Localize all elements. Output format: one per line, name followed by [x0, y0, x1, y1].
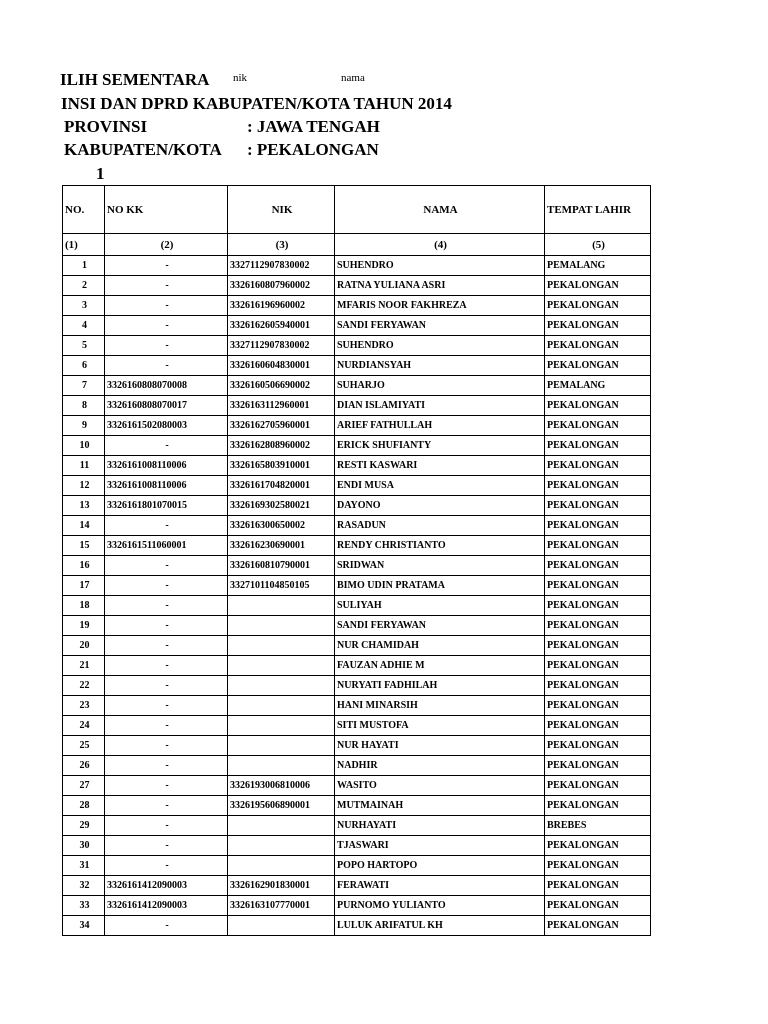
cell-nik — [228, 636, 335, 656]
cell-no: 33 — [63, 896, 105, 916]
table-row — [63, 256, 651, 276]
cell-tempat-lahir: PEKALONGAN — [545, 316, 651, 336]
cell-nik: 332616300650002 — [228, 516, 335, 536]
cell-tempat-lahir: PEMALANG — [545, 376, 651, 396]
cell-nik: 3327112907830002 — [228, 256, 335, 276]
cell-no: 4 — [63, 316, 105, 336]
cell-no-kk: - — [105, 676, 228, 696]
table-row — [63, 896, 651, 916]
cell-tempat-lahir: PEKALONGAN — [545, 276, 651, 296]
table-row — [63, 736, 651, 756]
table-row — [63, 336, 651, 356]
cell-tempat-lahir: PEKALONGAN — [545, 796, 651, 816]
table-row — [63, 696, 651, 716]
cell-nama: PURNOMO YULIANTO — [335, 896, 545, 916]
cell-nik — [228, 656, 335, 676]
cell-no-kk: - — [105, 616, 228, 636]
cell-nama: SRIDWAN — [335, 556, 545, 576]
col-header-no-kk: NO KK — [105, 186, 228, 234]
cell-nik: 3326160807960002 — [228, 276, 335, 296]
cell-no-kk: 3326160808070008 — [105, 376, 228, 396]
column-number-row — [63, 234, 651, 256]
cell-nik: 3326162705960001 — [228, 416, 335, 436]
cell-no: 18 — [63, 596, 105, 616]
cell-tempat-lahir: PEKALONGAN — [545, 456, 651, 476]
cell-nama: RATNA YULIANA ASRI — [335, 276, 545, 296]
cell-nama: SANDI FERYAWAN — [335, 616, 545, 636]
cell-nama: TJASWARI — [335, 836, 545, 856]
cell-nik: 3327112907830002 — [228, 336, 335, 356]
cell-no-kk: - — [105, 756, 228, 776]
kabupaten-value: : PEKALONGAN — [247, 140, 379, 159]
cell-no-kk: - — [105, 276, 228, 296]
cell-tempat-lahir: PEKALONGAN — [545, 856, 651, 876]
cell-tempat-lahir: PEKALONGAN — [545, 356, 651, 376]
cell-nama: MUTMAINAH — [335, 796, 545, 816]
cell-tempat-lahir: PEKALONGAN — [545, 636, 651, 656]
cell-tempat-lahir: PEKALONGAN — [545, 696, 651, 716]
cell-nama: NURHAYATI — [335, 816, 545, 836]
table-row — [63, 356, 651, 376]
cell-tempat-lahir: PEKALONGAN — [545, 736, 651, 756]
cell-nama: RENDY CHRISTIANTO — [335, 536, 545, 556]
cell-no-kk: 3326161412090003 — [105, 896, 228, 916]
table-row — [63, 476, 651, 496]
cell-tempat-lahir: PEMALANG — [545, 256, 651, 276]
cell-nama: NURYATI FADHILAH — [335, 676, 545, 696]
cell-tempat-lahir: PEKALONGAN — [545, 596, 651, 616]
cell-no: 1 — [63, 256, 105, 276]
cell-nama: NUR CHAMIDAH — [335, 636, 545, 656]
cell-nama: RESTI KASWARI — [335, 456, 545, 476]
col-header-nik: NIK — [228, 186, 335, 234]
cell-tempat-lahir: PEKALONGAN — [545, 516, 651, 536]
nama-label: nama — [341, 72, 365, 84]
cell-no: 3 — [63, 296, 105, 316]
cell-nik: 3326163107770001 — [228, 896, 335, 916]
table-row — [63, 916, 651, 936]
cell-no-kk: - — [105, 296, 228, 316]
cell-nik — [228, 836, 335, 856]
page-number: 1 — [96, 164, 105, 183]
cell-nama: BIMO UDIN PRATAMA — [335, 576, 545, 596]
cell-no-kk: 3326161511060001 — [105, 536, 228, 556]
col-number-5: (5) — [545, 234, 651, 256]
table-row — [63, 496, 651, 516]
cell-nik: 3326163112960001 — [228, 396, 335, 416]
cell-no: 12 — [63, 476, 105, 496]
cell-nik: 3326193006810006 — [228, 776, 335, 796]
cell-tempat-lahir: PEKALONGAN — [545, 756, 651, 776]
table-row — [63, 636, 651, 656]
cell-no-kk: - — [105, 576, 228, 596]
cell-no: 6 — [63, 356, 105, 376]
table-row — [63, 656, 651, 676]
cell-nama: WASITO — [335, 776, 545, 796]
cell-tempat-lahir: PEKALONGAN — [545, 296, 651, 316]
cell-no: 20 — [63, 636, 105, 656]
cell-tempat-lahir: PEKALONGAN — [545, 876, 651, 896]
cell-nik — [228, 856, 335, 876]
cell-no: 16 — [63, 556, 105, 576]
cell-no-kk: - — [105, 696, 228, 716]
cell-tempat-lahir: PEKALONGAN — [545, 436, 651, 456]
cell-no: 24 — [63, 716, 105, 736]
cell-no: 29 — [63, 816, 105, 836]
table-row — [63, 756, 651, 776]
cell-nama: LULUK ARIFATUL KH — [335, 916, 545, 936]
cell-nik — [228, 816, 335, 836]
cell-no: 34 — [63, 916, 105, 936]
cell-tempat-lahir: PEKALONGAN — [545, 896, 651, 916]
table-row — [63, 776, 651, 796]
col-number-4: (4) — [335, 234, 545, 256]
table-row — [63, 456, 651, 476]
cell-no-kk: - — [105, 836, 228, 856]
cell-nik: 3326162605940001 — [228, 316, 335, 336]
table-row — [63, 836, 651, 856]
table-row — [63, 816, 651, 836]
cell-nik: 3326160604830001 — [228, 356, 335, 376]
cell-nik: 3326160506690002 — [228, 376, 335, 396]
voter-rows — [63, 256, 651, 936]
cell-nik — [228, 736, 335, 756]
cell-no: 21 — [63, 656, 105, 676]
cell-no-kk: - — [105, 436, 228, 456]
cell-no: 28 — [63, 796, 105, 816]
cell-nik — [228, 596, 335, 616]
cell-no: 9 — [63, 416, 105, 436]
table-row — [63, 416, 651, 436]
cell-tempat-lahir: PEKALONGAN — [545, 576, 651, 596]
cell-no-kk: - — [105, 316, 228, 336]
col-number-3: (3) — [228, 234, 335, 256]
cell-no: 13 — [63, 496, 105, 516]
cell-nama: FERAWATI — [335, 876, 545, 896]
cell-nama: ENDI MUSA — [335, 476, 545, 496]
cell-nik — [228, 916, 335, 936]
cell-nik — [228, 716, 335, 736]
cell-tempat-lahir: PEKALONGAN — [545, 616, 651, 636]
cell-no: 27 — [63, 776, 105, 796]
col-header-tempat-lahir: TEMPAT LAHIR — [545, 186, 651, 234]
cell-no-kk: 3326161008110006 — [105, 456, 228, 476]
cell-tempat-lahir: PEKALONGAN — [545, 496, 651, 516]
table-row — [63, 596, 651, 616]
table-row — [63, 676, 651, 696]
cell-nik — [228, 676, 335, 696]
cell-nama: SULIYAH — [335, 596, 545, 616]
cell-nama: DIAN ISLAMIYATI — [335, 396, 545, 416]
cell-tempat-lahir: BREBES — [545, 816, 651, 836]
cell-no-kk: - — [105, 556, 228, 576]
cell-nik — [228, 756, 335, 776]
cell-nik: 332616196960002 — [228, 296, 335, 316]
cell-no-kk: - — [105, 256, 228, 276]
table-row — [63, 856, 651, 876]
cell-tempat-lahir: PEKALONGAN — [545, 776, 651, 796]
cell-no-kk: - — [105, 656, 228, 676]
cell-tempat-lahir: PEKALONGAN — [545, 476, 651, 496]
cell-no: 23 — [63, 696, 105, 716]
cell-no-kk: 3326161008110006 — [105, 476, 228, 496]
cell-no-kk: - — [105, 716, 228, 736]
cell-no: 15 — [63, 536, 105, 556]
cell-tempat-lahir: PEKALONGAN — [545, 536, 651, 556]
cell-no: 7 — [63, 376, 105, 396]
cell-no-kk: 3326161502080003 — [105, 416, 228, 436]
cell-no: 17 — [63, 576, 105, 596]
cell-nama: SUHENDRO — [335, 336, 545, 356]
cell-tempat-lahir: PEKALONGAN — [545, 656, 651, 676]
table-row — [63, 436, 651, 456]
cell-nama: DAYONO — [335, 496, 545, 516]
cell-nama: SUHENDRO — [335, 256, 545, 276]
cell-tempat-lahir: PEKALONGAN — [545, 716, 651, 736]
nik-label: nik — [233, 72, 248, 84]
cell-no-kk: - — [105, 336, 228, 356]
cell-nama: SUHARJO — [335, 376, 545, 396]
cell-nik: 3326169302580021 — [228, 496, 335, 516]
table-row — [63, 516, 651, 536]
cell-nik — [228, 696, 335, 716]
cell-nama: RASADUN — [335, 516, 545, 536]
cell-nik: 3327101104850105 — [228, 576, 335, 596]
table-row — [63, 376, 651, 396]
cell-tempat-lahir: PEKALONGAN — [545, 676, 651, 696]
cell-no: 5 — [63, 336, 105, 356]
cell-no: 19 — [63, 616, 105, 636]
cell-no-kk: - — [105, 736, 228, 756]
cell-no: 11 — [63, 456, 105, 476]
cell-no: 22 — [63, 676, 105, 696]
cell-tempat-lahir: PEKALONGAN — [545, 336, 651, 356]
header-row — [63, 186, 651, 234]
voter-table — [62, 185, 651, 936]
cell-no-kk: - — [105, 916, 228, 936]
table-row — [63, 536, 651, 556]
cell-no-kk: - — [105, 856, 228, 876]
provinsi-key: PROVINSI — [64, 117, 148, 136]
cell-tempat-lahir: PEKALONGAN — [545, 836, 651, 856]
table-row — [63, 276, 651, 296]
table-row — [63, 876, 651, 896]
cell-tempat-lahir: PEKALONGAN — [545, 396, 651, 416]
cell-no-kk: - — [105, 596, 228, 616]
cell-nama: POPO HARTOPO — [335, 856, 545, 876]
cell-nama: HANI MINARSIH — [335, 696, 545, 716]
table-row — [63, 316, 651, 336]
cell-no-kk: - — [105, 796, 228, 816]
cell-nik: 3326162808960002 — [228, 436, 335, 456]
cell-no: 31 — [63, 856, 105, 876]
cell-no: 32 — [63, 876, 105, 896]
document-title-line-2: INSI DAN DPRD KABUPATEN/KOTA TAHUN 2014 — [61, 94, 452, 113]
cell-nama: SANDI FERYAWAN — [335, 316, 545, 336]
cell-no-kk: - — [105, 516, 228, 536]
cell-no: 8 — [63, 396, 105, 416]
cell-no-kk: - — [105, 636, 228, 656]
cell-nama: MFARIS NOOR FAKHREZA — [335, 296, 545, 316]
table-row — [63, 796, 651, 816]
cell-no: 30 — [63, 836, 105, 856]
cell-nik — [228, 616, 335, 636]
cell-nama: NUR HAYATI — [335, 736, 545, 756]
cell-tempat-lahir: PEKALONGAN — [545, 916, 651, 936]
cell-no-kk: - — [105, 776, 228, 796]
cell-nik: 3326195606890001 — [228, 796, 335, 816]
table-row — [63, 396, 651, 416]
cell-nik: 3326161704820001 — [228, 476, 335, 496]
cell-nama: FAUZAN ADHIE M — [335, 656, 545, 676]
table-row — [63, 716, 651, 736]
cell-no: 10 — [63, 436, 105, 456]
document-title-line-1: ILIH SEMENTARA — [60, 70, 210, 89]
cell-nik: 3326160810790001 — [228, 556, 335, 576]
table-row — [63, 576, 651, 596]
cell-no: 25 — [63, 736, 105, 756]
cell-no: 26 — [63, 756, 105, 776]
col-header-no: NO. — [63, 186, 105, 234]
cell-nama: ERICK SHUFIANTY — [335, 436, 545, 456]
cell-no-kk: 3326161801070015 — [105, 496, 228, 516]
cell-nama: SITI MUSTOFA — [335, 716, 545, 736]
cell-tempat-lahir: PEKALONGAN — [545, 416, 651, 436]
table-row — [63, 616, 651, 636]
table-row — [63, 296, 651, 316]
cell-no-kk: - — [105, 356, 228, 376]
col-number-2: (2) — [105, 234, 228, 256]
cell-nik: 3326165803910001 — [228, 456, 335, 476]
cell-no: 14 — [63, 516, 105, 536]
cell-no-kk: 3326160808070017 — [105, 396, 228, 416]
cell-nama: ARIEF FATHULLAH — [335, 416, 545, 436]
cell-nama: NURDIANSYAH — [335, 356, 545, 376]
cell-nik: 332616230690001 — [228, 536, 335, 556]
table-row — [63, 556, 651, 576]
col-number-1: (1) — [63, 234, 105, 256]
cell-nik: 3326162901830001 — [228, 876, 335, 896]
cell-no-kk: - — [105, 816, 228, 836]
provinsi-value: : JAWA TENGAH — [247, 117, 380, 136]
cell-no-kk: 3326161412090003 — [105, 876, 228, 896]
cell-no: 2 — [63, 276, 105, 296]
kabupaten-key: KABUPATEN/KOTA — [64, 140, 222, 159]
col-header-nama: NAMA — [335, 186, 545, 234]
cell-nama: NADHIR — [335, 756, 545, 776]
cell-tempat-lahir: PEKALONGAN — [545, 556, 651, 576]
